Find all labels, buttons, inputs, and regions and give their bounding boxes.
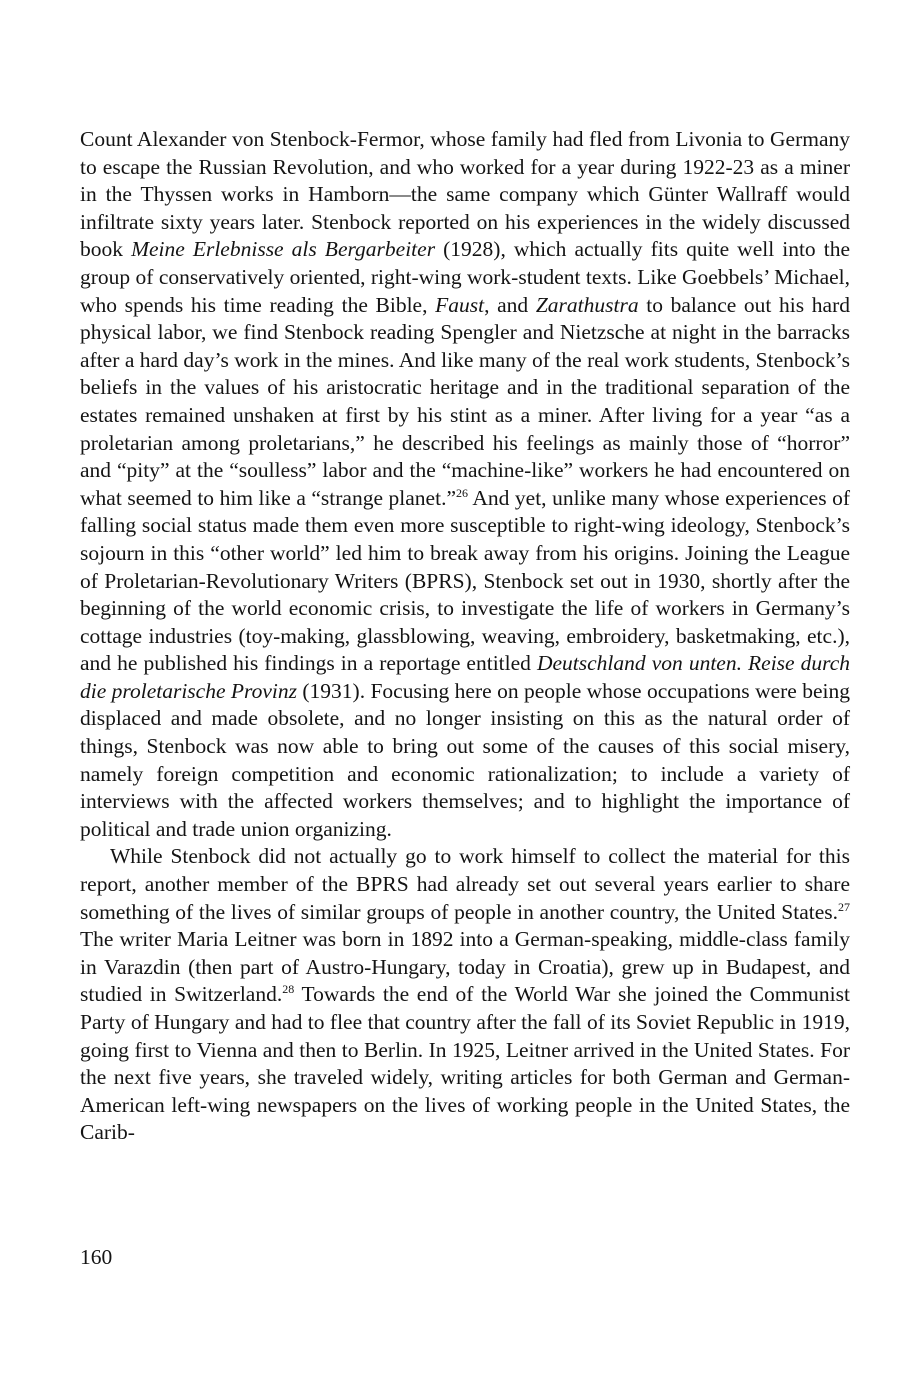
text-run: Towards the end of the World War she joined the Communist Party of Hungary and had to flee that country after the fall of its Soviet Republic in 1919, going first to Vienna and then to Berlin. In 1925, Leitner arrived in the United States. For the next five years, she traveled widely, writing articles for both German and German-American left-wing newspapers on the lives of working people in the United States, the Carib- <box>80 982 850 1145</box>
text-run: to balance out his hard physical labor, we find Stenbock reading Spengler and Nietzsche at night in the barracks after a hard day’s work in the mines. And like many of the real work students, Stenbock’s beliefs in the values of his aristocratic heritage and in the traditional separation of the estates remained unshaken at first by his stint as a miner. After living for a year “as a proletarian among proletarians,” he described his feelings as mainly those of “horror” and “pity” at the “soulless” labor and the “machine-like” workers he had encountered on what seemed to him like a “strange planet.” <box>80 292 851 510</box>
book-title: Zarathustra <box>535 292 639 317</box>
book-title: Deutschland von unten. Reise durch die proletarische Provinz <box>80 651 851 703</box>
footnote-marker: 27 <box>838 899 850 914</box>
book-title: Faust <box>435 292 485 317</box>
page-number: 160 <box>80 1245 113 1269</box>
text-run: (1931). Focusing here on people whose occupations were being displaced and made obsolete, and no longer insisting on this as the natural order of things, Stenbock was now able to bring out some of the causes of this social misery, namely foreign competition and economic rationalization; to include a variety of interviews with the affected workers themselves; and to highlight the importance of political and trade union organizing. <box>80 678 850 841</box>
text-run: Count Alexander von Stenbock-Fermor, whose family had fled from Livonia to Germany to escape the Russian Revolution, and who worked for a year during 1922-23 as a miner in the Thyssen works in Hamborn—the same company which Günter Wallraff would infiltrate sixty years later. Stenbock reported on his experiences in the widely discussed book <box>80 127 850 262</box>
text-run: The writer Maria Leitner was born in 1892 into a German-speaking, middle-class family in Varazdin (then part of Austro-Hungary, today in Croatia), grew up in Budapest, and studied in Switzerland. <box>80 927 850 1007</box>
paragraph-1 <box>80 126 850 843</box>
book-title: Meine Erlebnisse als Bergarbeiter <box>131 237 436 262</box>
text-run: While Stenbock did not actually go to work himself to collect the material for this report, another member of the BPRS had already set out several years earlier to share something of the lives of similar groups of people in another country, the United States. <box>80 844 850 924</box>
body-text <box>80 126 850 1147</box>
text-run: (1928), which actually fits quite well into the group of conservatively oriented, right-wing work-student texts. Like Goebbels’ Michael, who spends his time reading the Bible, <box>80 237 851 317</box>
footnote-marker: 26 <box>456 485 468 500</box>
text-run: , and <box>484 292 536 317</box>
text-run: And yet, unlike many whose experiences of falling social status made them even more susceptible to right-wing ideology, Stenbock’s sojourn in this “other world” led him to break away from his origins. Joining the League of Proletarian-Revolutionary Writers (BPRS), Stenbock set out in 1930, shortly after the beginning of the world economic crisis, to investigate the life of workers in Germany’s cottage industries (toy-making, glassblowing, weaving, embroidery, basketmaking, etc.), and he published his findings in a reportage entitled <box>80 485 850 676</box>
footnote-marker: 28 <box>282 982 295 997</box>
paragraph-2 <box>80 843 850 1147</box>
